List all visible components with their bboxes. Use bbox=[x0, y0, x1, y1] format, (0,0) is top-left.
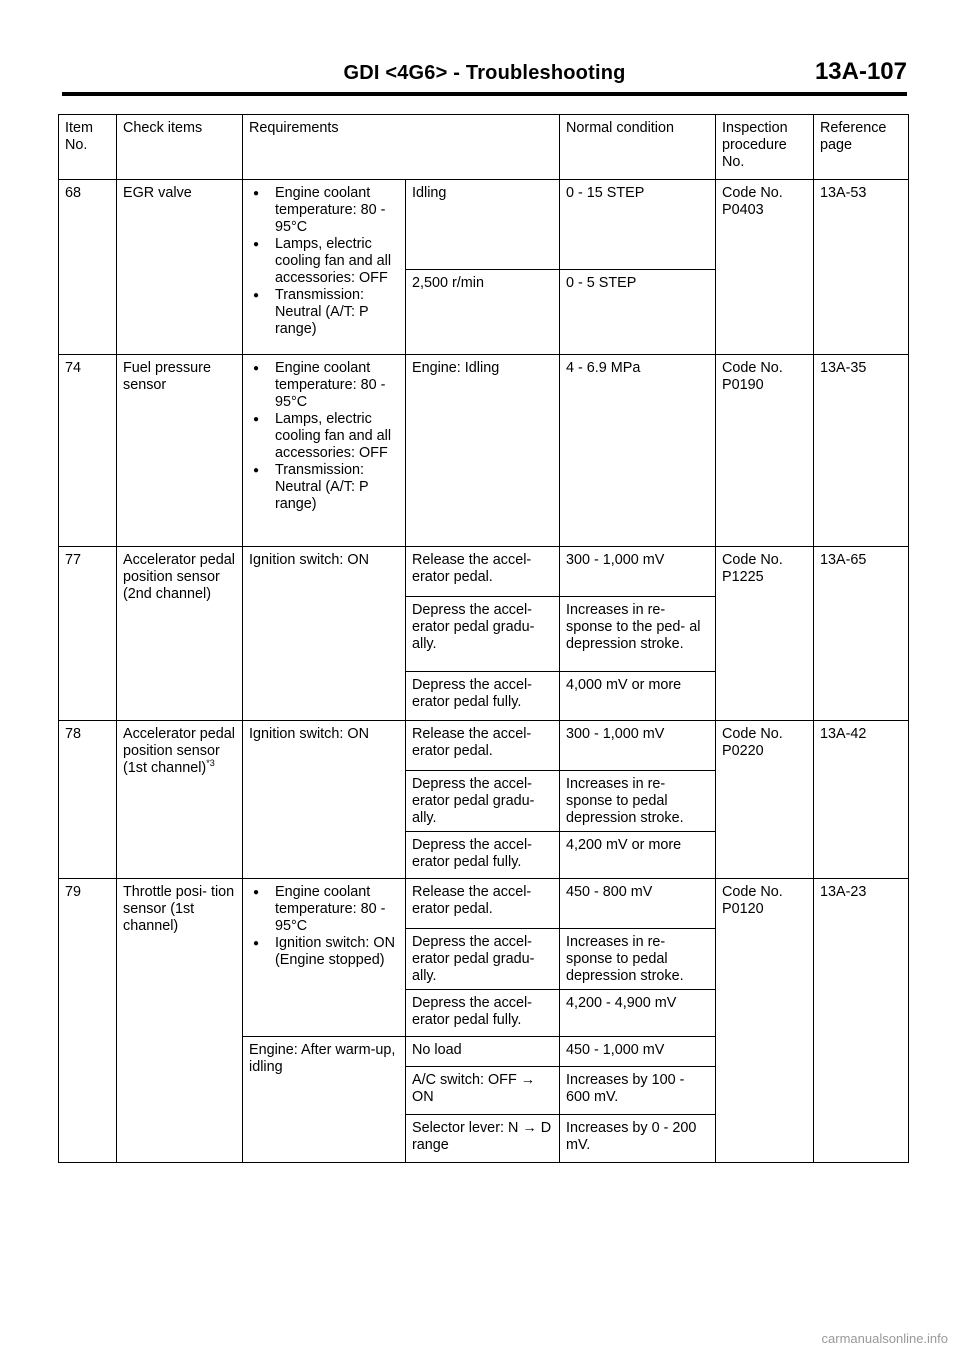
normal-condition-cell: 0 - 5 STEP bbox=[560, 270, 716, 355]
check-item-cell: EGR valve bbox=[117, 180, 243, 355]
list-item: ● Engine coolant temperature: 80 - 95°C bbox=[249, 884, 399, 935]
footnote-marker: *3 bbox=[206, 758, 215, 769]
condition-cell: Selector lever: N → D range bbox=[406, 1115, 560, 1163]
list-item: ● Transmission: Neutral (A/T: P range) bbox=[249, 287, 399, 338]
item-no-cell: 74 bbox=[59, 355, 117, 547]
header-reference-page: Reference page bbox=[814, 115, 909, 180]
reference-cell: 13A-35 bbox=[814, 355, 909, 547]
normal-condition-cell: 0 - 15 STEP bbox=[560, 180, 716, 270]
normal-condition-cell: 450 - 800 mV bbox=[560, 879, 716, 929]
condition-cell: Depress the accel- erator pedal fully. bbox=[406, 832, 560, 879]
reference-cell: 13A-23 bbox=[814, 879, 909, 1163]
condition-cell: Depress the accel- erator pedal gradu- ally. bbox=[406, 929, 560, 990]
item-no-cell: 77 bbox=[59, 547, 117, 721]
condition-cell: Release the accel- erator pedal. bbox=[406, 721, 560, 771]
condition-cell: Depress the accel- erator pedal gradu- ally. bbox=[406, 597, 560, 672]
condition-cell: Depress the accel- erator pedal fully. bbox=[406, 672, 560, 721]
requirements-cell bbox=[243, 355, 406, 547]
header-inspection-procedure: Inspection procedure No. bbox=[716, 115, 814, 180]
normal-condition-cell: Increases in re- sponse to pedal depression stroke. bbox=[560, 929, 716, 990]
item-no-cell: 79 bbox=[59, 879, 117, 1163]
header-requirements: Requirements bbox=[243, 115, 560, 180]
condition-cell: Engine: Idling bbox=[406, 355, 560, 547]
condition-cell: Depress the accel- erator pedal gradu- ally. bbox=[406, 771, 560, 832]
normal-condition-cell: Increases in re- sponse to the ped- al depression stroke. bbox=[560, 597, 716, 672]
list-item: ● Lamps, electric cooling fan and all accessories: OFF bbox=[249, 411, 399, 462]
inspection-cell: Code No. P0403 bbox=[716, 180, 814, 355]
requirements-cell: Engine: After warm-up, idling bbox=[243, 1037, 406, 1163]
page-number: 13A-107 bbox=[814, 58, 907, 85]
item-no-cell: 68 bbox=[59, 180, 117, 355]
inspection-cell: Code No. P0120 bbox=[716, 879, 814, 1163]
list-item: ● Lamps, electric cooling fan and all accessories: OFF bbox=[249, 236, 399, 287]
watermark: carmanualsonline.info bbox=[821, 1331, 948, 1346]
header-rule bbox=[62, 92, 907, 96]
table-row bbox=[59, 355, 909, 547]
requirements-cell: Ignition switch: ON bbox=[243, 547, 406, 721]
reference-cell: 13A-53 bbox=[814, 180, 909, 355]
normal-condition-cell: 4 - 6.9 MPa bbox=[560, 355, 716, 547]
check-item-cell: Fuel pressure sensor bbox=[117, 355, 243, 547]
list-item: ● Engine coolant temperature: 80 - 95°C bbox=[249, 360, 399, 411]
table-header-row bbox=[59, 115, 909, 180]
requirements-cell bbox=[243, 180, 406, 355]
normal-condition-cell: 450 - 1,000 mV bbox=[560, 1037, 716, 1067]
condition-cell: A/C switch: OFF → ON bbox=[406, 1067, 560, 1115]
condition-cell: No load bbox=[406, 1037, 560, 1067]
header-check-items: Check items bbox=[117, 115, 243, 180]
condition-cell: Idling bbox=[406, 180, 560, 270]
check-item-cell bbox=[117, 721, 243, 879]
condition-cell: Release the accel- erator pedal. bbox=[406, 879, 560, 929]
normal-condition-cell: Increases by 0 - 200 mV. bbox=[560, 1115, 716, 1163]
requirements-list bbox=[249, 884, 399, 969]
page-title: GDI <4G6> - Troubleshooting bbox=[343, 62, 626, 84]
table-row bbox=[59, 180, 909, 270]
check-item-text: Accelerator pedal position sensor (1st channel) bbox=[123, 726, 235, 776]
normal-condition-cell: 4,200 - 4,900 mV bbox=[560, 990, 716, 1037]
header-item-no: Item No. bbox=[59, 115, 117, 180]
check-item-cell: Throttle posi- tion sensor (1st channel) bbox=[117, 879, 243, 1163]
requirements-list bbox=[249, 360, 399, 513]
requirements-cell bbox=[243, 879, 406, 1037]
normal-condition-cell: 4,000 mV or more bbox=[560, 672, 716, 721]
normal-condition-cell: 300 - 1,000 mV bbox=[560, 721, 716, 771]
list-item: ● Engine coolant temperature: 80 - 95°C bbox=[249, 185, 399, 236]
normal-condition-cell: 4,200 mV or more bbox=[560, 832, 716, 879]
condition-cell: Depress the accel- erator pedal fully. bbox=[406, 990, 560, 1037]
table-row bbox=[59, 721, 909, 771]
table-row bbox=[59, 879, 909, 929]
inspection-cell: Code No. P0220 bbox=[716, 721, 814, 879]
page-header bbox=[62, 58, 907, 92]
normal-condition-cell: Increases by 100 - 600 mV. bbox=[560, 1067, 716, 1115]
list-item: ● Ignition switch: ON (Engine stopped) bbox=[249, 935, 399, 969]
normal-condition-cell: Increases in re- sponse to pedal depression stroke. bbox=[560, 771, 716, 832]
requirements-list bbox=[249, 185, 399, 338]
normal-condition-cell: 300 - 1,000 mV bbox=[560, 547, 716, 597]
troubleshooting-table bbox=[58, 114, 909, 1163]
inspection-cell: Code No. P0190 bbox=[716, 355, 814, 547]
check-item-cell: Accelerator pedal position sensor (2nd channel) bbox=[117, 547, 243, 721]
condition-cell: 2,500 r/min bbox=[406, 270, 560, 355]
condition-cell: Release the accel- erator pedal. bbox=[406, 547, 560, 597]
reference-cell: 13A-65 bbox=[814, 547, 909, 721]
header-normal-condition: Normal condition bbox=[560, 115, 716, 180]
reference-cell: 13A-42 bbox=[814, 721, 909, 879]
table-row bbox=[59, 547, 909, 597]
item-no-cell: 78 bbox=[59, 721, 117, 879]
requirements-cell: Ignition switch: ON bbox=[243, 721, 406, 879]
inspection-cell: Code No. P1225 bbox=[716, 547, 814, 721]
list-item: ● Transmission: Neutral (A/T: P range) bbox=[249, 462, 399, 513]
